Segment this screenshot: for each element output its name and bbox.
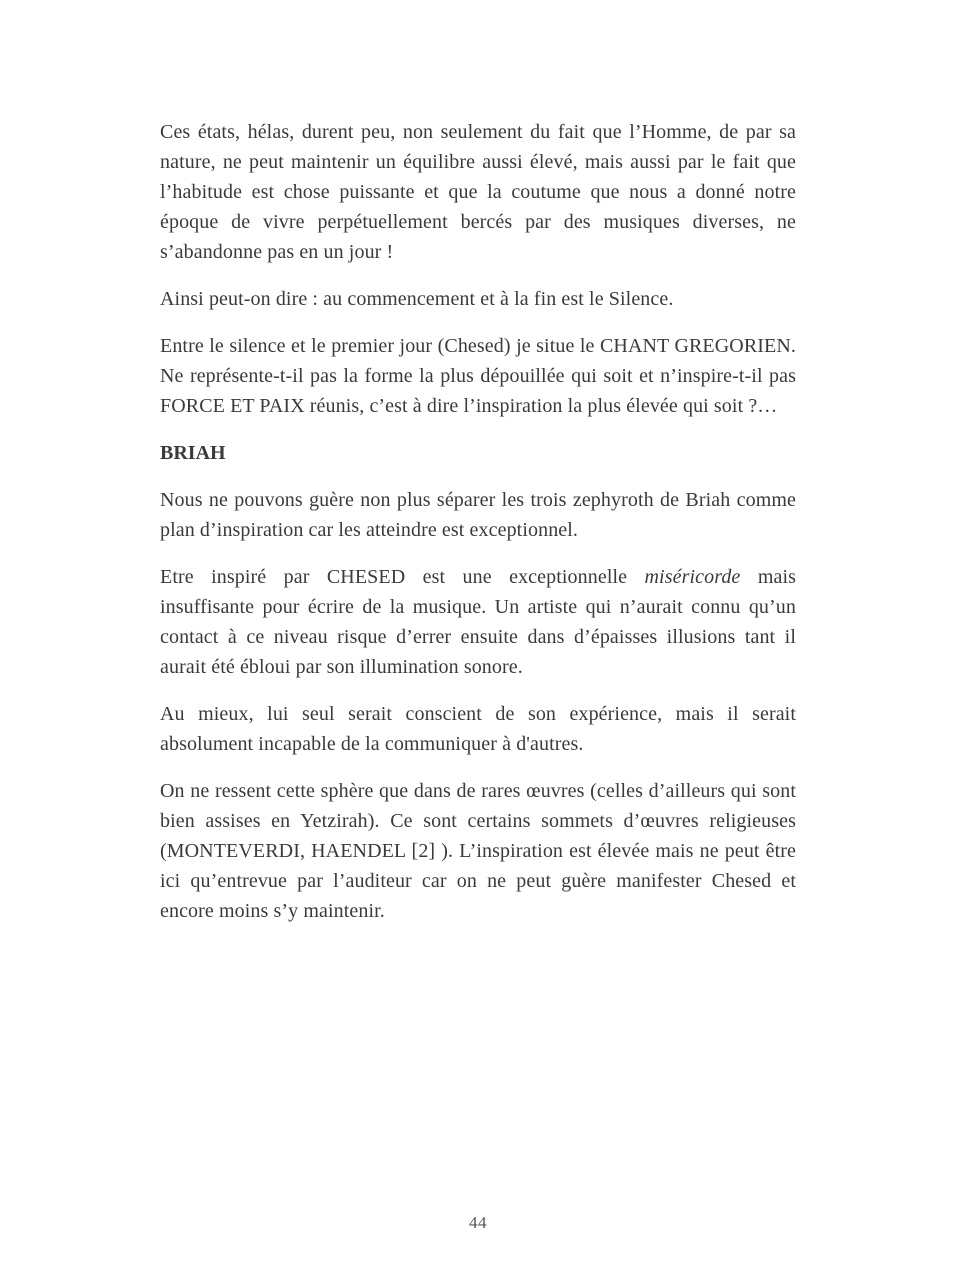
paragraph-text-before-italic: Etre inspiré par CHESED est une exceptionnelle (160, 566, 645, 588)
page-footer (160, 1213, 796, 1233)
page-number: 44 (469, 1213, 487, 1232)
italic-term-misericorde: miséricorde (644, 566, 741, 588)
paragraph-text-after-italic: mais insuffisante pour écrire de la musique. Un artiste qui n’aurait connu qu’un contact à ce niveau risque d’errer ensuite dans d’épaisses illusions tant il aurait été ébloui par son illumination sonore. (160, 566, 796, 678)
paragraph-au-mieux: Au mieux, lui seul serait conscient de son expérience, mais il serait absolument incapable de la communiquer à d'autres. (160, 703, 796, 755)
paragraph-oeuvres: On ne ressent cette sphère que dans de rares œuvres (celles d’ailleurs qui sont bien assises en Yetzirah). Ce sont certains sommets d’œuvres religieuses (MONTEVERDI, HAENDEL [2] ). L’inspiration est élevée mais ne peut être ici qu’entrevue par l’auditeur car on ne peut guère manifester Chesed et encore moins s’y maintenir. (160, 780, 796, 922)
page-content (160, 117, 796, 943)
paragraph-chesed (160, 562, 796, 682)
section-heading-briah: BRIAH (160, 442, 226, 464)
paragraph-briah-intro: Nous ne pouvons guère non plus séparer les trois zephyroth de Briah comme plan d’inspiration car les atteindre est exceptionnel. (160, 489, 796, 541)
paragraph-chant-gregorien: Entre le silence et le premier jour (Chesed) je situe le CHANT GREGORIEN. Ne représente-t-il pas la forme la plus dépouillée qui soit et n’inspire-t-il pas FORCE ET PAIX réunis, c’est à dire l’inspiration la plus élevée qui soit ?… (160, 335, 796, 417)
paragraph-intro: Ces états, hélas, durent peu, non seulement du fait que l’Homme, de par sa nature, ne peut maintenir un équilibre aussi élevé, mais aussi par le fait que l’habitude est chose puissante et que la coutume que nous a donné notre époque de vivre perpétuellement bercés par des musiques diverses, ne s’abandonne pas en un jour ! (160, 121, 796, 263)
paragraph-silence: Ainsi peut-on dire : au commencement et à la fin est le Silence. (160, 288, 674, 310)
